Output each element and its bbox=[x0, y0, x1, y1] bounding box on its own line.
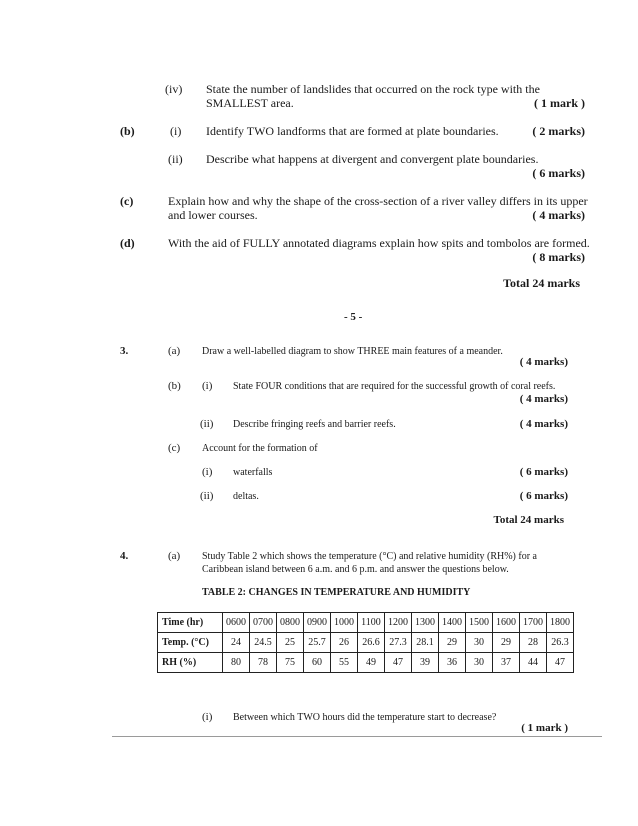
q-b-i-label: (i) bbox=[170, 124, 182, 138]
q3-c-label: (c) bbox=[168, 442, 181, 454]
table-cell: 28.1 bbox=[412, 633, 439, 653]
table-row-header: Temp. (°C) bbox=[158, 633, 223, 653]
q3-c-i-label: (i) bbox=[202, 466, 213, 478]
q3-total: Total 24 marks bbox=[493, 514, 564, 526]
table-cell: 1000 bbox=[331, 613, 358, 633]
table-cell: 27.3 bbox=[385, 633, 412, 653]
q-c-text-line2: and lower courses. bbox=[168, 208, 258, 222]
table-cell: 26.3 bbox=[547, 633, 574, 653]
table-cell: 37 bbox=[493, 653, 520, 673]
table-row-header: RH (%) bbox=[158, 653, 223, 673]
q-c-text-line1: Explain how and why the shape of the cross-section of a river valley differs in its upper bbox=[168, 194, 588, 208]
temperature-humidity-table bbox=[157, 612, 574, 673]
q-d-text: With the aid of FULLY annotated diagrams explain how spits and tombolos are formed. bbox=[168, 236, 590, 250]
table-cell: 55 bbox=[331, 653, 358, 673]
table-row bbox=[158, 613, 574, 633]
q4-i-label: (i) bbox=[202, 711, 213, 723]
table-cell: 39 bbox=[412, 653, 439, 673]
table-cell: 47 bbox=[547, 653, 574, 673]
q3-b-i-marks: ( 4 marks) bbox=[519, 393, 568, 405]
q3-a-text: Draw a well-labelled diagram to show THREE main features of a meander. bbox=[202, 346, 503, 357]
q3-b-i-text: State FOUR conditions that are required for the successful growth of coral reefs. bbox=[233, 381, 556, 392]
q3-b-ii-text: Describe fringing reefs and barrier reefs. bbox=[233, 419, 396, 430]
page-number: - 5 - bbox=[344, 311, 363, 323]
table-cell: 1600 bbox=[493, 613, 520, 633]
q3-c-ii-text: deltas. bbox=[233, 491, 259, 502]
table-cell: 1500 bbox=[466, 613, 493, 633]
q-d-marks: ( 8 marks) bbox=[532, 250, 585, 264]
table-cell: 30 bbox=[466, 653, 493, 673]
q-iv-text-line2: SMALLEST area. bbox=[206, 96, 294, 110]
q3-b-ii-marks: ( 4 marks) bbox=[519, 418, 568, 430]
q-c-label: (c) bbox=[120, 194, 134, 208]
q4-i-text: Between which TWO hours did the temperature start to decrease? bbox=[233, 712, 497, 723]
table-cell: 47 bbox=[385, 653, 412, 673]
q3-a-marks: ( 4 marks) bbox=[519, 356, 568, 368]
table-cell: 24.5 bbox=[250, 633, 277, 653]
q3-c-ii-marks: ( 6 marks) bbox=[519, 490, 568, 502]
q3-c-i-marks: ( 6 marks) bbox=[519, 466, 568, 478]
table-cell: 28 bbox=[520, 633, 547, 653]
table-cell: 78 bbox=[250, 653, 277, 673]
table-cell: 0900 bbox=[304, 613, 331, 633]
table-cell: 1800 bbox=[547, 613, 574, 633]
table-cell: 26.6 bbox=[358, 633, 385, 653]
q3-b-i-label: (i) bbox=[202, 380, 213, 392]
q3-b-ii-label: (ii) bbox=[200, 418, 214, 430]
table-cell: 26 bbox=[331, 633, 358, 653]
divider-line bbox=[112, 736, 602, 737]
q-iv-text-line1: State the number of landslides that occurred on the rock type with the bbox=[206, 82, 540, 96]
q4-i-marks: ( 1 mark ) bbox=[521, 722, 568, 734]
table-cell: 60 bbox=[304, 653, 331, 673]
table-cell: 1400 bbox=[439, 613, 466, 633]
q-iv-marks: ( 1 mark ) bbox=[534, 96, 585, 110]
q-b-ii-label: (ii) bbox=[168, 152, 183, 166]
q-b-i-text: Identify TWO landforms that are formed at plate boundaries. bbox=[206, 124, 499, 138]
q-b-i-marks: ( 2 marks) bbox=[532, 124, 585, 138]
q3-b-label: (b) bbox=[168, 380, 181, 392]
table-row bbox=[158, 653, 574, 673]
q3-a-label: (a) bbox=[168, 345, 181, 357]
q-d-label: (d) bbox=[120, 236, 135, 250]
table-cell: 49 bbox=[358, 653, 385, 673]
table-cell: 0700 bbox=[250, 613, 277, 633]
table-title: TABLE 2: CHANGES IN TEMPERATURE AND HUMIDITY bbox=[202, 587, 471, 598]
table-cell: 24 bbox=[223, 633, 250, 653]
table-row-header: Time (hr) bbox=[158, 613, 223, 633]
table-cell: 0600 bbox=[223, 613, 250, 633]
q-iv-label: (iv) bbox=[165, 82, 183, 96]
q-b-ii-marks: ( 6 marks) bbox=[532, 166, 585, 180]
table-cell: 25.7 bbox=[304, 633, 331, 653]
table-cell: 25 bbox=[277, 633, 304, 653]
q4-a-text-line1: Study Table 2 which shows the temperature (°C) and relative humidity (RH%) for a bbox=[202, 551, 537, 562]
q4-number: 4. bbox=[120, 550, 129, 562]
table-cell: 30 bbox=[466, 633, 493, 653]
table-cell: 1300 bbox=[412, 613, 439, 633]
table-cell: 29 bbox=[493, 633, 520, 653]
table-row bbox=[158, 633, 574, 653]
page1-total: Total 24 marks bbox=[503, 276, 580, 290]
q4-a-label: (a) bbox=[168, 550, 181, 562]
q3-number: 3. bbox=[120, 345, 129, 357]
table-cell: 1100 bbox=[358, 613, 385, 633]
table-cell: 0800 bbox=[277, 613, 304, 633]
table-cell: 36 bbox=[439, 653, 466, 673]
q-b-label: (b) bbox=[120, 124, 135, 138]
q-b-ii-text: Describe what happens at divergent and convergent plate boundaries. bbox=[206, 152, 539, 166]
q4-a-text-line2: Caribbean island between 6 a.m. and 6 p.m. and answer the questions below. bbox=[202, 564, 509, 575]
q3-c-ii-label: (ii) bbox=[200, 490, 214, 502]
table-cell: 1700 bbox=[520, 613, 547, 633]
table-cell: 75 bbox=[277, 653, 304, 673]
table-cell: 29 bbox=[439, 633, 466, 653]
q-c-marks: ( 4 marks) bbox=[532, 208, 585, 222]
table-cell: 80 bbox=[223, 653, 250, 673]
q3-c-text: Account for the formation of bbox=[202, 443, 318, 454]
table-cell: 44 bbox=[520, 653, 547, 673]
table-cell: 1200 bbox=[385, 613, 412, 633]
q3-c-i-text: waterfalls bbox=[233, 467, 273, 478]
